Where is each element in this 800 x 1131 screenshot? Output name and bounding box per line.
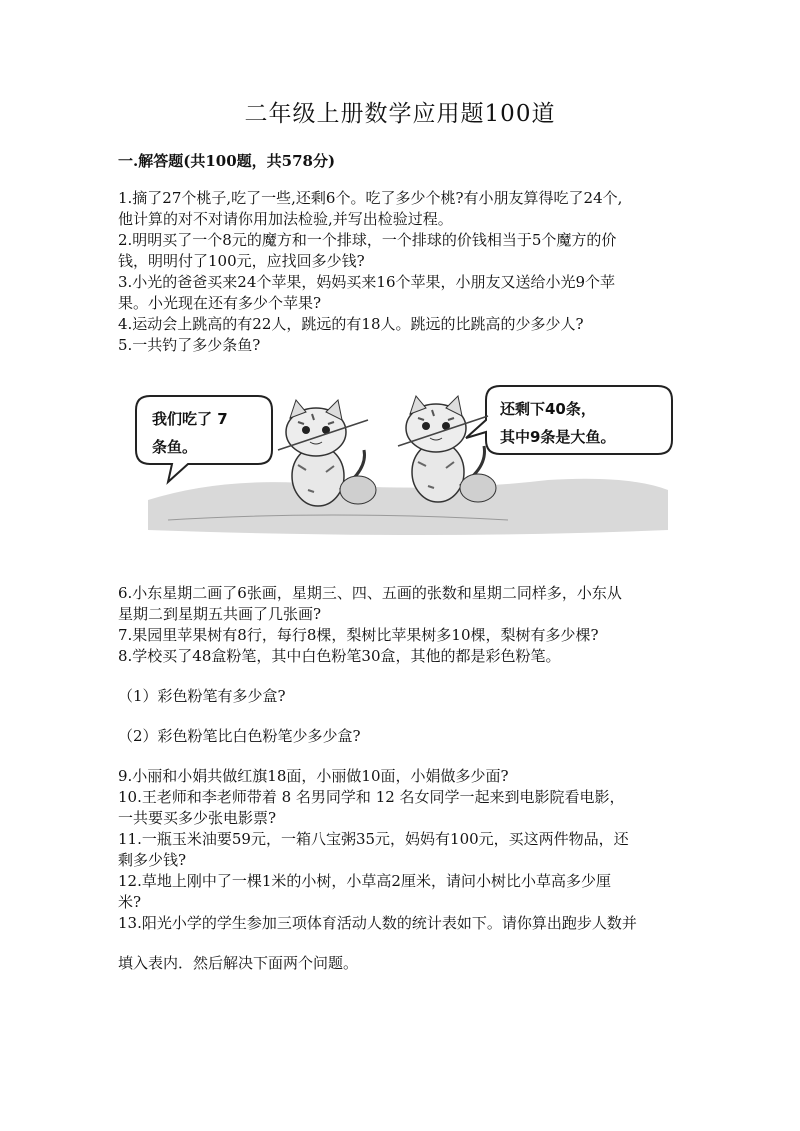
right-cat-image xyxy=(398,396,496,502)
right-bubble-line-2: 其中9条是大鱼。 xyxy=(500,428,616,446)
right-speech-bubble xyxy=(466,386,672,454)
question-4: 4.运动会上跳高的有22人，跳远的有18人。跳远的比跳高的少多少人? xyxy=(118,315,584,333)
page-title: 二年级上册数学应用题100道 xyxy=(244,101,556,127)
question-5: 5.一共钓了多少条鱼? xyxy=(118,336,261,354)
question-1: 1.摘了27个桃子,吃了一些,还剩6个。吃了多少个桃?有小朋友算得吃了24个, 他计算的对不对请你用加法检验,并写出检验过程。 xyxy=(118,189,623,228)
left-speech-bubble xyxy=(136,396,272,482)
left-bubble-line-1: 我们吃了 7 xyxy=(152,410,228,428)
right-bubble-line-1: 还剩下40条， xyxy=(500,400,596,418)
cats-fishing-illustration xyxy=(128,380,678,540)
question-3: 3.小光的爸爸买来24个苹果，妈妈买来16个苹果，小朋友又送给小光9个苹 果。小光现在还有多少个苹果? xyxy=(118,273,616,312)
section-heading: 一.解答题(共100题，共578分) xyxy=(118,152,336,170)
question-2: 2.明明买了一个8元的魔方和一个排球，一个排球的价钱相当于5个魔方的价 钱，明明付了100元，应找回多少钱? xyxy=(118,231,617,270)
question-13: 13.阳光小学的学生参加三项体育活动人数的统计表如下。请你算出跑步人数并 填入表内．然后解决下面两个问题。 xyxy=(118,914,637,972)
left-bubble-line-2: 条鱼。 xyxy=(152,438,198,456)
question-8: 8.学校买了48盒粉笔，其中白色粉笔30盒，其他的都是彩色粉笔。 xyxy=(118,647,561,665)
ground-shape xyxy=(148,479,668,535)
question-12: 12.草地上刚中了一棵1米的小树，小草高2厘米，请问小树比小草高多少厘 米? xyxy=(118,872,611,911)
question-8-part-1: （1）彩色粉笔有多少盒? xyxy=(118,687,286,705)
question-8-part-2: （2）彩色粉笔比白色粉笔少多少盒? xyxy=(118,727,361,745)
question-11: 11.一瓶玉米油要59元，一箱八宝粥35元，妈妈有100元，买这两件物品，还 剩多少钱? xyxy=(118,830,629,869)
question-7: 7.果园里苹果树有8行，每行8棵，梨树比苹果树多10棵，梨树有多少棵? xyxy=(118,626,599,644)
question-9: 9.小丽和小娟共做红旗18面，小丽做10面，小娟做多少面? xyxy=(118,767,509,785)
question-6: 6.小东星期二画了6张画，星期三、四、五画的张数和星期二同样多，小东从 星期二到星期五共画了几张画? xyxy=(118,584,622,623)
question-10: 10.王老师和李老师带着 8 名男同学和 12 名女同学一起来到电影院看电影， 一共要买多少张电影票? xyxy=(118,788,625,827)
